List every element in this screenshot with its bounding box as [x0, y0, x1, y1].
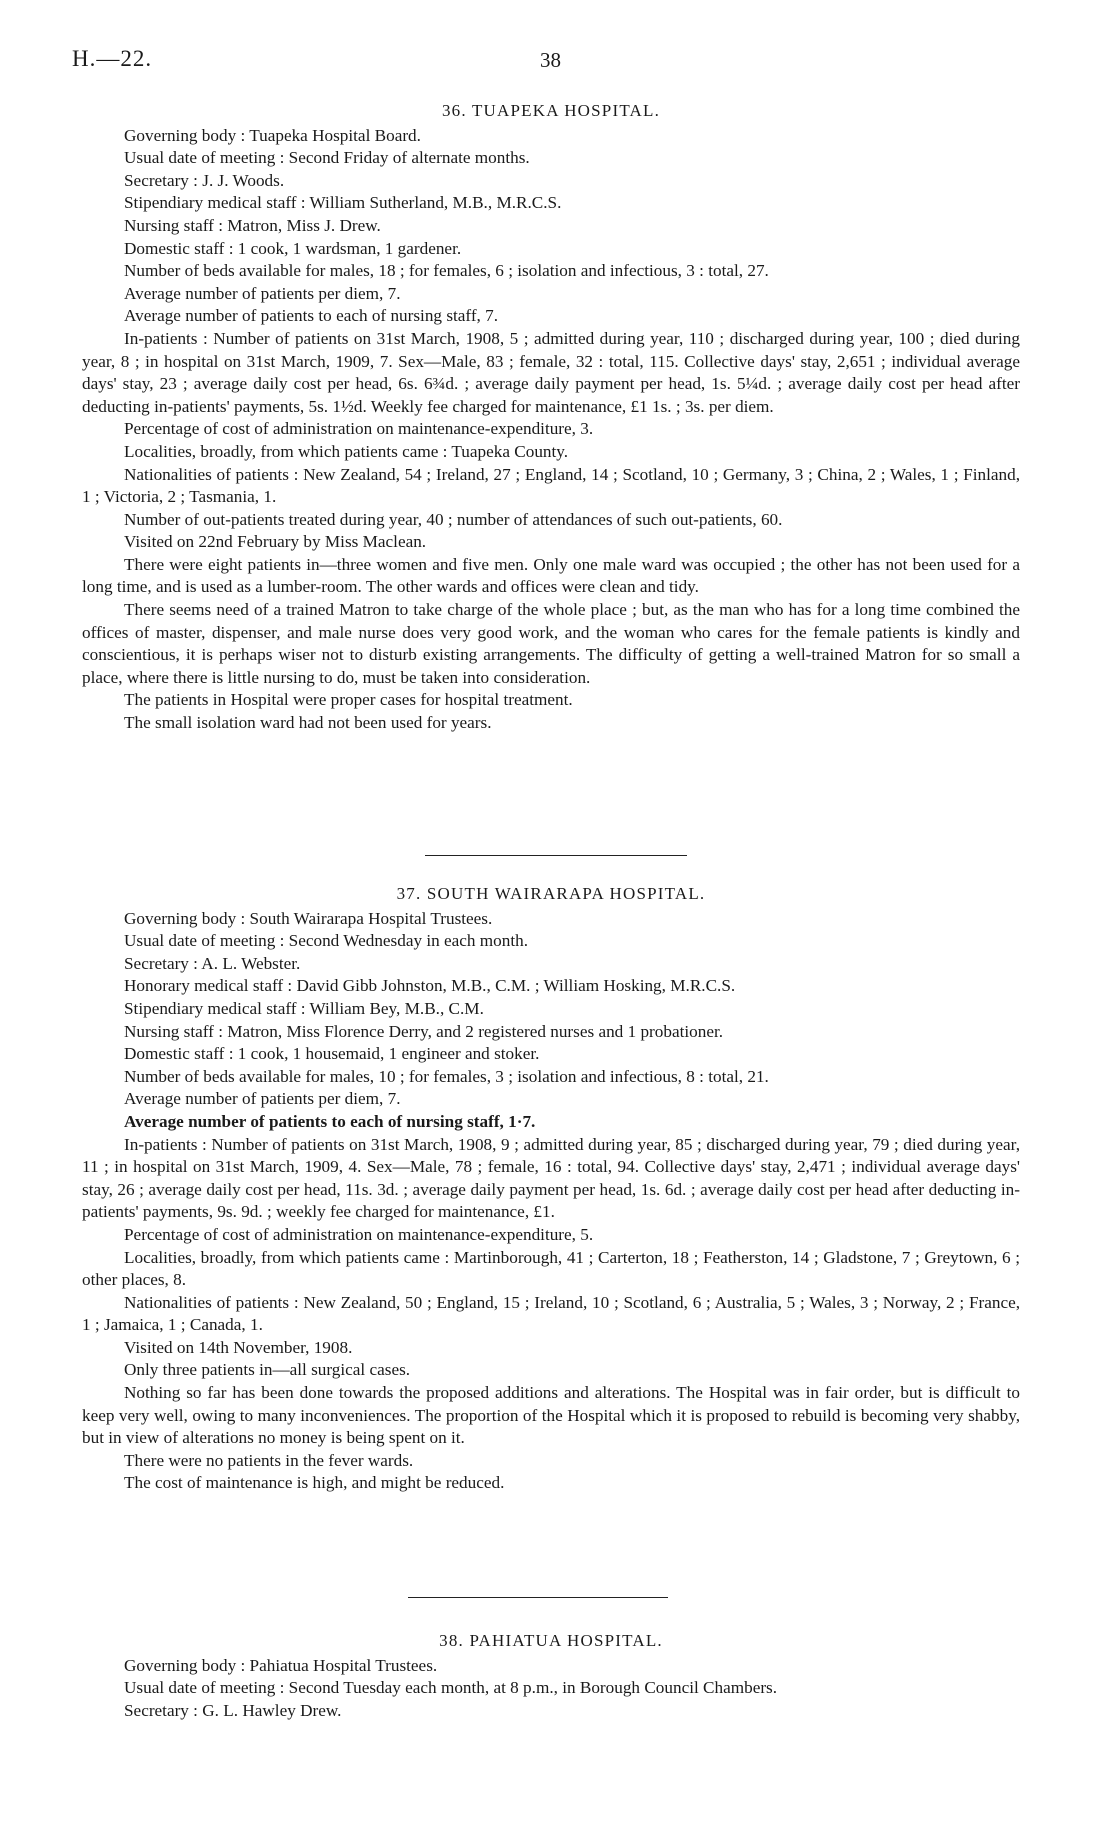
paragraph: Usual date of meeting : Second Wednesday in each month.	[124, 931, 529, 951]
paragraph: In-patients : Number of patients on 31st March, 1908, 5 ; admitted during year, 110 ; discharged during year, 100 ; died during year, 8 ; in hospital on 31st March, 1909, 7. Sex—Male, 83 ; female, 32 : total, 115. Collective days' stay, 2,651 ; individual average days' stay, 23 ; average daily cost per head, 6s. 6¾d. ; average daily payment per head, 1s. 5¼d. ; average daily cost per head after deducting in-patients' payments, 5s. 1½d. Weekly fee charged for maintenance, £1 1s. ; 3s. per diem.	[82, 328, 1020, 416]
paragraph: Nothing so far has been done towards the proposed additions and alterations. The Hospital was in fair order, but is difficult to keep very well, owing to many inconveniences. The proportion of the Hospital which it is proposed to rebuild is becoming very shabby, but in view of alterations no money is being spent on it.	[82, 1383, 1020, 1448]
paragraph: There were eight patients in—three women and five men. Only one male ward was occupied ; the other has not been used for a long time, and is used as a lumber-room. The other wards and offices were clean and tidy.	[82, 554, 1020, 597]
section-pahiatua-hospital	[82, 1630, 1020, 1722]
paragraph: Governing body : South Wairarapa Hospital Trustees.	[124, 908, 493, 928]
paragraph: Average number of patients to each of nursing staff, 1·7.	[124, 1111, 536, 1131]
section-heading: 37. SOUTH WAIRARAPA HOSPITAL.	[396, 884, 706, 903]
page-number: 38	[540, 48, 561, 72]
section-heading: 38. PAHIATUA HOSPITAL.	[439, 1631, 663, 1650]
paragraph: There seems need of a trained Matron to take charge of the whole place ; but, as the man who has for a long time combined the offices of master, dispenser, and male nurse does very good work, and the woman who cares for the female patients is kindly and conscientious, it is perhaps wiser not to disturb existing arrangements. The difficulty of getting a well-trained Matron for so small a place, where there is little nursing to do, must be taken into consideration.	[82, 600, 1020, 687]
paragraph: Visited on 22nd February by Miss Maclean.	[124, 532, 427, 552]
paragraph: Nationalities of patients : New Zealand, 54 ; Ireland, 27 ; England, 14 ; Scotland, 10 ; Germany, 3 ; China, 2 ; Wales, 1 ; Finland, 1 ; Victoria, 2 ; Tasmania, 1.	[82, 464, 1020, 507]
paragraph: Governing body : Pahiatua Hospital Trustees.	[124, 1655, 438, 1675]
paragraph: Percentage of cost of administration on maintenance-expenditure, 3.	[124, 419, 594, 439]
paragraph: Number of beds available for males, 10 ; for females, 3 ; isolation and infectious, 8 : total, 21.	[124, 1066, 769, 1086]
paragraph: Localities, broadly, from which patients came : Martinborough, 41 ; Carterton, 18 ; Featherston, 14 ; Gladstone, 7 ; Greytown, 6 ; other places, 8.	[82, 1247, 1020, 1290]
document-code: H.—22.	[72, 46, 153, 71]
paragraph: The cost of maintenance is high, and might be reduced.	[124, 1473, 505, 1493]
section-heading: 36. TUAPEKA HOSPITAL.	[441, 101, 661, 120]
paragraph: Nursing staff : Matron, Miss Florence Derry, and 2 registered nurses and 1 probationer.	[124, 1021, 724, 1041]
section-south-wairarapa-hospital	[82, 883, 1020, 1495]
paragraph: The patients in Hospital were proper cases for hospital treatment.	[124, 690, 573, 710]
paragraph: Secretary : A. L. Webster.	[124, 953, 301, 973]
paragraph: Domestic staff : 1 cook, 1 housemaid, 1 engineer and stoker.	[124, 1044, 540, 1064]
paragraph: Percentage of cost of administration on maintenance-expenditure, 5.	[124, 1224, 594, 1244]
paragraph: Nationalities of patients : New Zealand, 50 ; England, 15 ; Ireland, 10 ; Scotland, 6 ; Australia, 5 ; Wales, 3 ; Norway, 2 ; France, 1 ; Jamaica, 1 ; Canada, 1.	[82, 1292, 1020, 1335]
paragraph: There were no patients in the fever wards.	[124, 1450, 414, 1470]
paragraph: Domestic staff : 1 cook, 1 wardsman, 1 gardener.	[124, 238, 462, 258]
section-tuapeka-hospital	[82, 100, 1020, 735]
paragraph: Average number of patients per diem, 7.	[124, 1089, 401, 1109]
paragraph: Honorary medical staff : David Gibb Johnston, M.B., C.M. ; William Hosking, M.R.C.S.	[124, 976, 736, 996]
paragraph: The small isolation ward had not been used for years.	[124, 713, 492, 733]
paragraph: Only three patients in—all surgical cases.	[124, 1360, 411, 1380]
paragraph: Stipendiary medical staff : William Bey, M.B., C.M.	[124, 998, 484, 1018]
paragraph: In-patients : Number of patients on 31st March, 1908, 9 ; admitted during year, 85 ; discharged during year, 79 ; died during year, 11 ; in hospital on 31st March, 1909, 4. Sex—Male, 78 ; female, 16 : total, 94. Collective days' stay, 2,471 ; individual average days' stay, 26 ; average daily cost per head, 11s. 3d. ; average daily payment per head, 1s. 6d. ; average daily cost per head after deducting in-patients' payments, 9s. 9d. ; weekly fee charged for maintenance, £1.	[82, 1134, 1020, 1222]
paragraph: Visited on 14th November, 1908.	[124, 1337, 353, 1357]
paragraph: Average number of patients to each of nursing staff, 7.	[124, 306, 499, 326]
paragraph: Localities, broadly, from which patients came : Tuapeka County.	[124, 441, 569, 461]
paragraph: Average number of patients per diem, 7.	[124, 283, 401, 303]
section-divider	[408, 1597, 668, 1598]
section-divider	[425, 855, 687, 856]
paragraph: Stipendiary medical staff : William Sutherland, M.B., M.R.C.S.	[124, 193, 562, 213]
paragraph: Nursing staff : Matron, Miss J. Drew.	[124, 215, 381, 235]
paragraph: Number of out-patients treated during year, 40 ; number of attendances of such out-patients, 60.	[124, 509, 783, 529]
paragraph: Secretary : G. L. Hawley Drew.	[124, 1700, 342, 1720]
paragraph: Governing body : Tuapeka Hospital Board.	[124, 125, 421, 145]
paragraph: Number of beds available for males, 18 ; for females, 6 ; isolation and infectious, 3 : total, 27.	[124, 261, 769, 281]
paragraph: Usual date of meeting : Second Friday of alternate months.	[124, 148, 530, 168]
paragraph: Secretary : J. J. Woods.	[124, 170, 285, 190]
paragraph: Usual date of meeting : Second Tuesday each month, at 8 p.m., in Borough Council Chambers.	[124, 1678, 778, 1698]
